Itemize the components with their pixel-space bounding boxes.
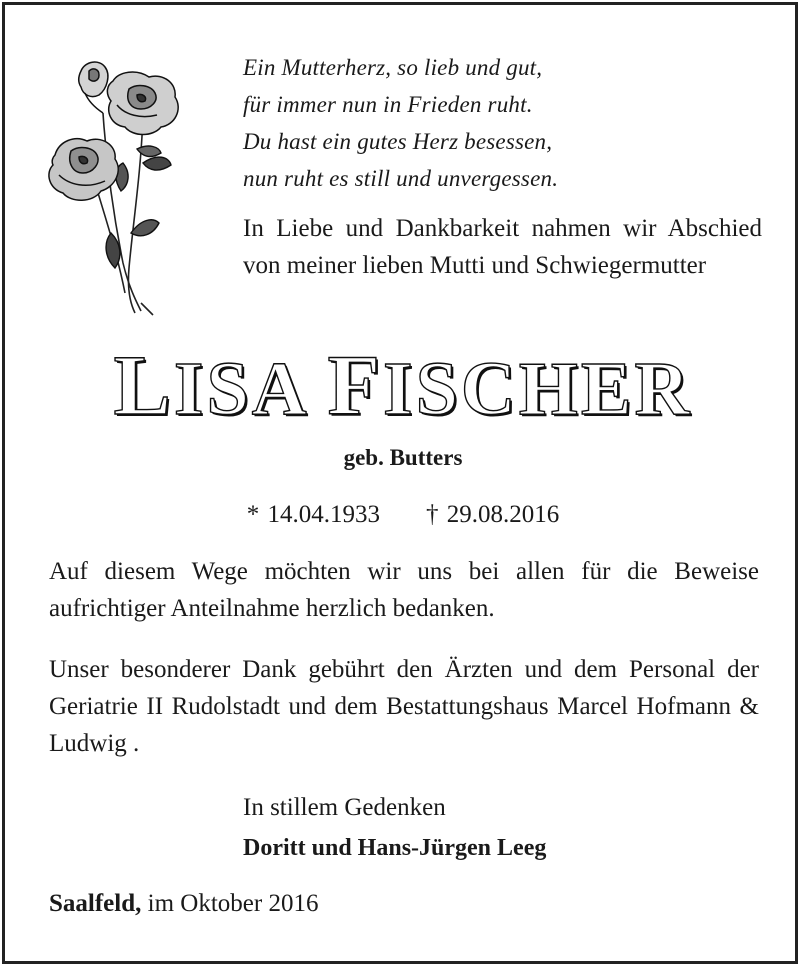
poem-line: nun ruht es still und unvergessen. (243, 166, 559, 191)
intro-text: In Liebe und Dankbarkeit nahmen wir Abschied von meiner lieben Mutti und Schwiegermutter (243, 215, 762, 279)
closing-line: In stillem Gedenken (243, 794, 446, 821)
birth-date: * 14.04.1933 (246, 501, 380, 528)
birth-name: geb. Butters (343, 445, 463, 470)
poem-line: für immer nun in Frieden ruht. (243, 92, 533, 117)
last-name-rest: ISCHER (383, 347, 693, 431)
place-city: Saalfeld, (49, 890, 142, 917)
first-name-rest: ISA (173, 347, 306, 431)
obituary-notice (2, 2, 798, 964)
place-and-date (49, 888, 318, 920)
last-name-initial: F (327, 337, 384, 433)
roses-illustration (45, 53, 185, 318)
deceased-name (5, 337, 800, 434)
first-name-initial: L (113, 337, 174, 433)
thanks-paragraph: Auf diesem Wege möchten wir uns bei allen für die Beweise aufrichtiger Anteilnahme herzlich bedanken. (49, 558, 759, 622)
signers: Doritt und Hans-Jürgen Leeg (243, 835, 547, 861)
special-thanks-paragraph: Unser besonderer Dank gebührt den Ärzten und dem Personal der Geriatrie II Rudolstadt und dem Bestattungshaus Marcel Hofmann & Ludwig . (49, 656, 759, 757)
poem-line: Du hast ein gutes Herz besessen, (243, 129, 553, 154)
memorial-poem (243, 49, 763, 197)
place-date: im Oktober 2016 (147, 890, 319, 917)
death-date: † 29.08.2016 (426, 501, 560, 528)
life-dates (5, 499, 800, 531)
poem-line: Ein Mutterherz, so lieb und gut, (243, 55, 543, 80)
